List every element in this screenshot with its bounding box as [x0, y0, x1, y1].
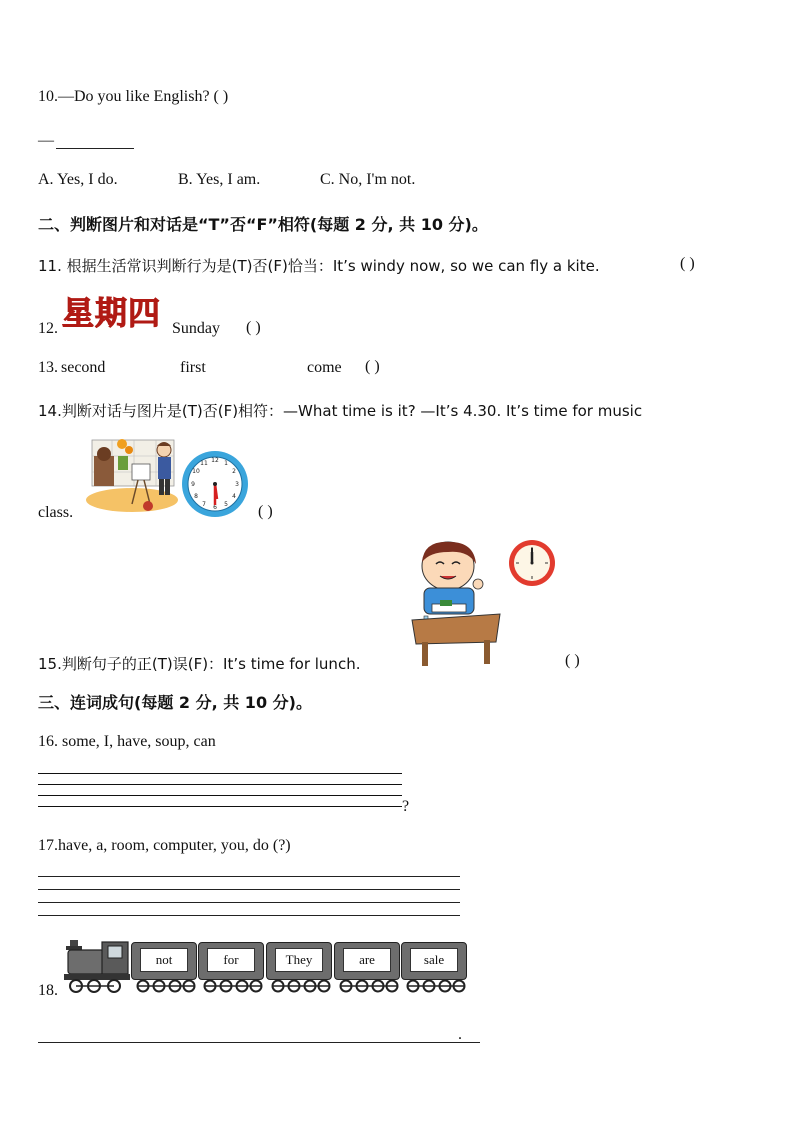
q12-word: Sunday: [172, 320, 220, 337]
train-car-word: They: [275, 948, 323, 972]
q11-answer-paren[interactable]: ( ): [680, 255, 695, 272]
q13-number: 13.: [38, 359, 58, 376]
q16-writing-line-1[interactable]: [38, 773, 402, 774]
train-car-word: are: [343, 948, 391, 972]
q12-answer-paren[interactable]: ( ): [246, 319, 261, 336]
q18-writing-line[interactable]: [38, 1042, 480, 1043]
q10-option-b: B. Yes, I am.: [178, 171, 261, 188]
train-car[interactable]: [334, 942, 400, 994]
q14-answer-paren[interactable]: ( ): [258, 503, 273, 520]
q13-answer-paren[interactable]: ( ): [365, 358, 380, 375]
q17-writing-line-1[interactable]: [38, 876, 460, 877]
svg-text:7: 7: [202, 501, 206, 508]
q12-weekday-picture: 星期四: [62, 294, 162, 332]
train-car[interactable]: [401, 942, 467, 994]
train-icon: [62, 938, 132, 996]
svg-text:1: 1: [224, 460, 228, 467]
svg-text:3: 3: [235, 481, 239, 488]
q10-option-c: C. No, I'm not.: [320, 171, 416, 188]
svg-text:9: 9: [191, 481, 195, 488]
clock-icon: [180, 449, 250, 519]
section-2-heading: 二、判断图片和对话是“T”否“F”相符(每题 2 分, 共 10 分)。: [38, 215, 488, 234]
train-car[interactable]: [131, 942, 197, 994]
svg-text:12: 12: [211, 457, 219, 464]
boy-eating-icon: [410, 540, 510, 668]
svg-text:5: 5: [224, 501, 228, 508]
q17-writing-line-4[interactable]: [38, 915, 460, 916]
q10-option-a: A. Yes, I do.: [38, 171, 118, 188]
q17-words: 17.have, a, room, computer, you, do (?): [38, 837, 291, 854]
svg-text:11: 11: [200, 460, 208, 467]
q13-word-2: first: [180, 359, 206, 376]
q18-number: 18.: [38, 982, 58, 999]
train-car-word: not: [140, 948, 188, 972]
q10-answer-line: [56, 148, 134, 149]
q15-text: 15.判断句子的正(T)误(F)：It’s time for lunch.: [38, 655, 361, 673]
q13-word-3: come: [307, 359, 342, 376]
q15-answer-paren[interactable]: ( ): [565, 652, 580, 669]
q14-text: 14.判断对话与图片是(T)否(F)相符：—What time is it? —It’s 4.30. It’s time for music: [38, 402, 643, 420]
q16-writing-line-2[interactable]: [38, 784, 402, 785]
train-car[interactable]: [198, 942, 264, 994]
q12-number: 12.: [38, 320, 58, 337]
svg-text:4: 4: [232, 493, 236, 500]
classroom-icon: [82, 436, 182, 522]
svg-text:2: 2: [232, 468, 236, 475]
q16-writing-line-4[interactable]: [38, 806, 402, 807]
train-car-word: for: [207, 948, 255, 972]
q11-text: 11. 根据生活常识判断行为是(T)否(F)恰当：It’s windy now, so we can fly a kite.: [38, 257, 600, 275]
q16-words: 16. some, I, have, soup, can: [38, 733, 216, 750]
q14-text-end: class.: [38, 504, 74, 521]
q16-writing-line-3[interactable]: [38, 795, 402, 796]
q13-word-1: second: [61, 359, 106, 376]
q16-question-mark: ?: [402, 798, 410, 815]
train-car-word: sale: [410, 948, 458, 972]
svg-text:6: 6: [213, 504, 217, 511]
q18-period: .: [458, 1026, 462, 1043]
q17-writing-line-2[interactable]: [38, 889, 460, 890]
svg-text:8: 8: [194, 493, 198, 500]
section-3-heading: 三、连词成句(每题 2 分, 共 10 分)。: [38, 693, 312, 712]
q10-answer-dash: —: [38, 132, 54, 149]
clock-icon: [507, 538, 557, 588]
svg-text:10: 10: [192, 468, 200, 475]
train-car[interactable]: [266, 942, 332, 994]
q17-writing-line-3[interactable]: [38, 902, 460, 903]
q10-question: 10.—Do you like English? ( ): [38, 88, 229, 105]
